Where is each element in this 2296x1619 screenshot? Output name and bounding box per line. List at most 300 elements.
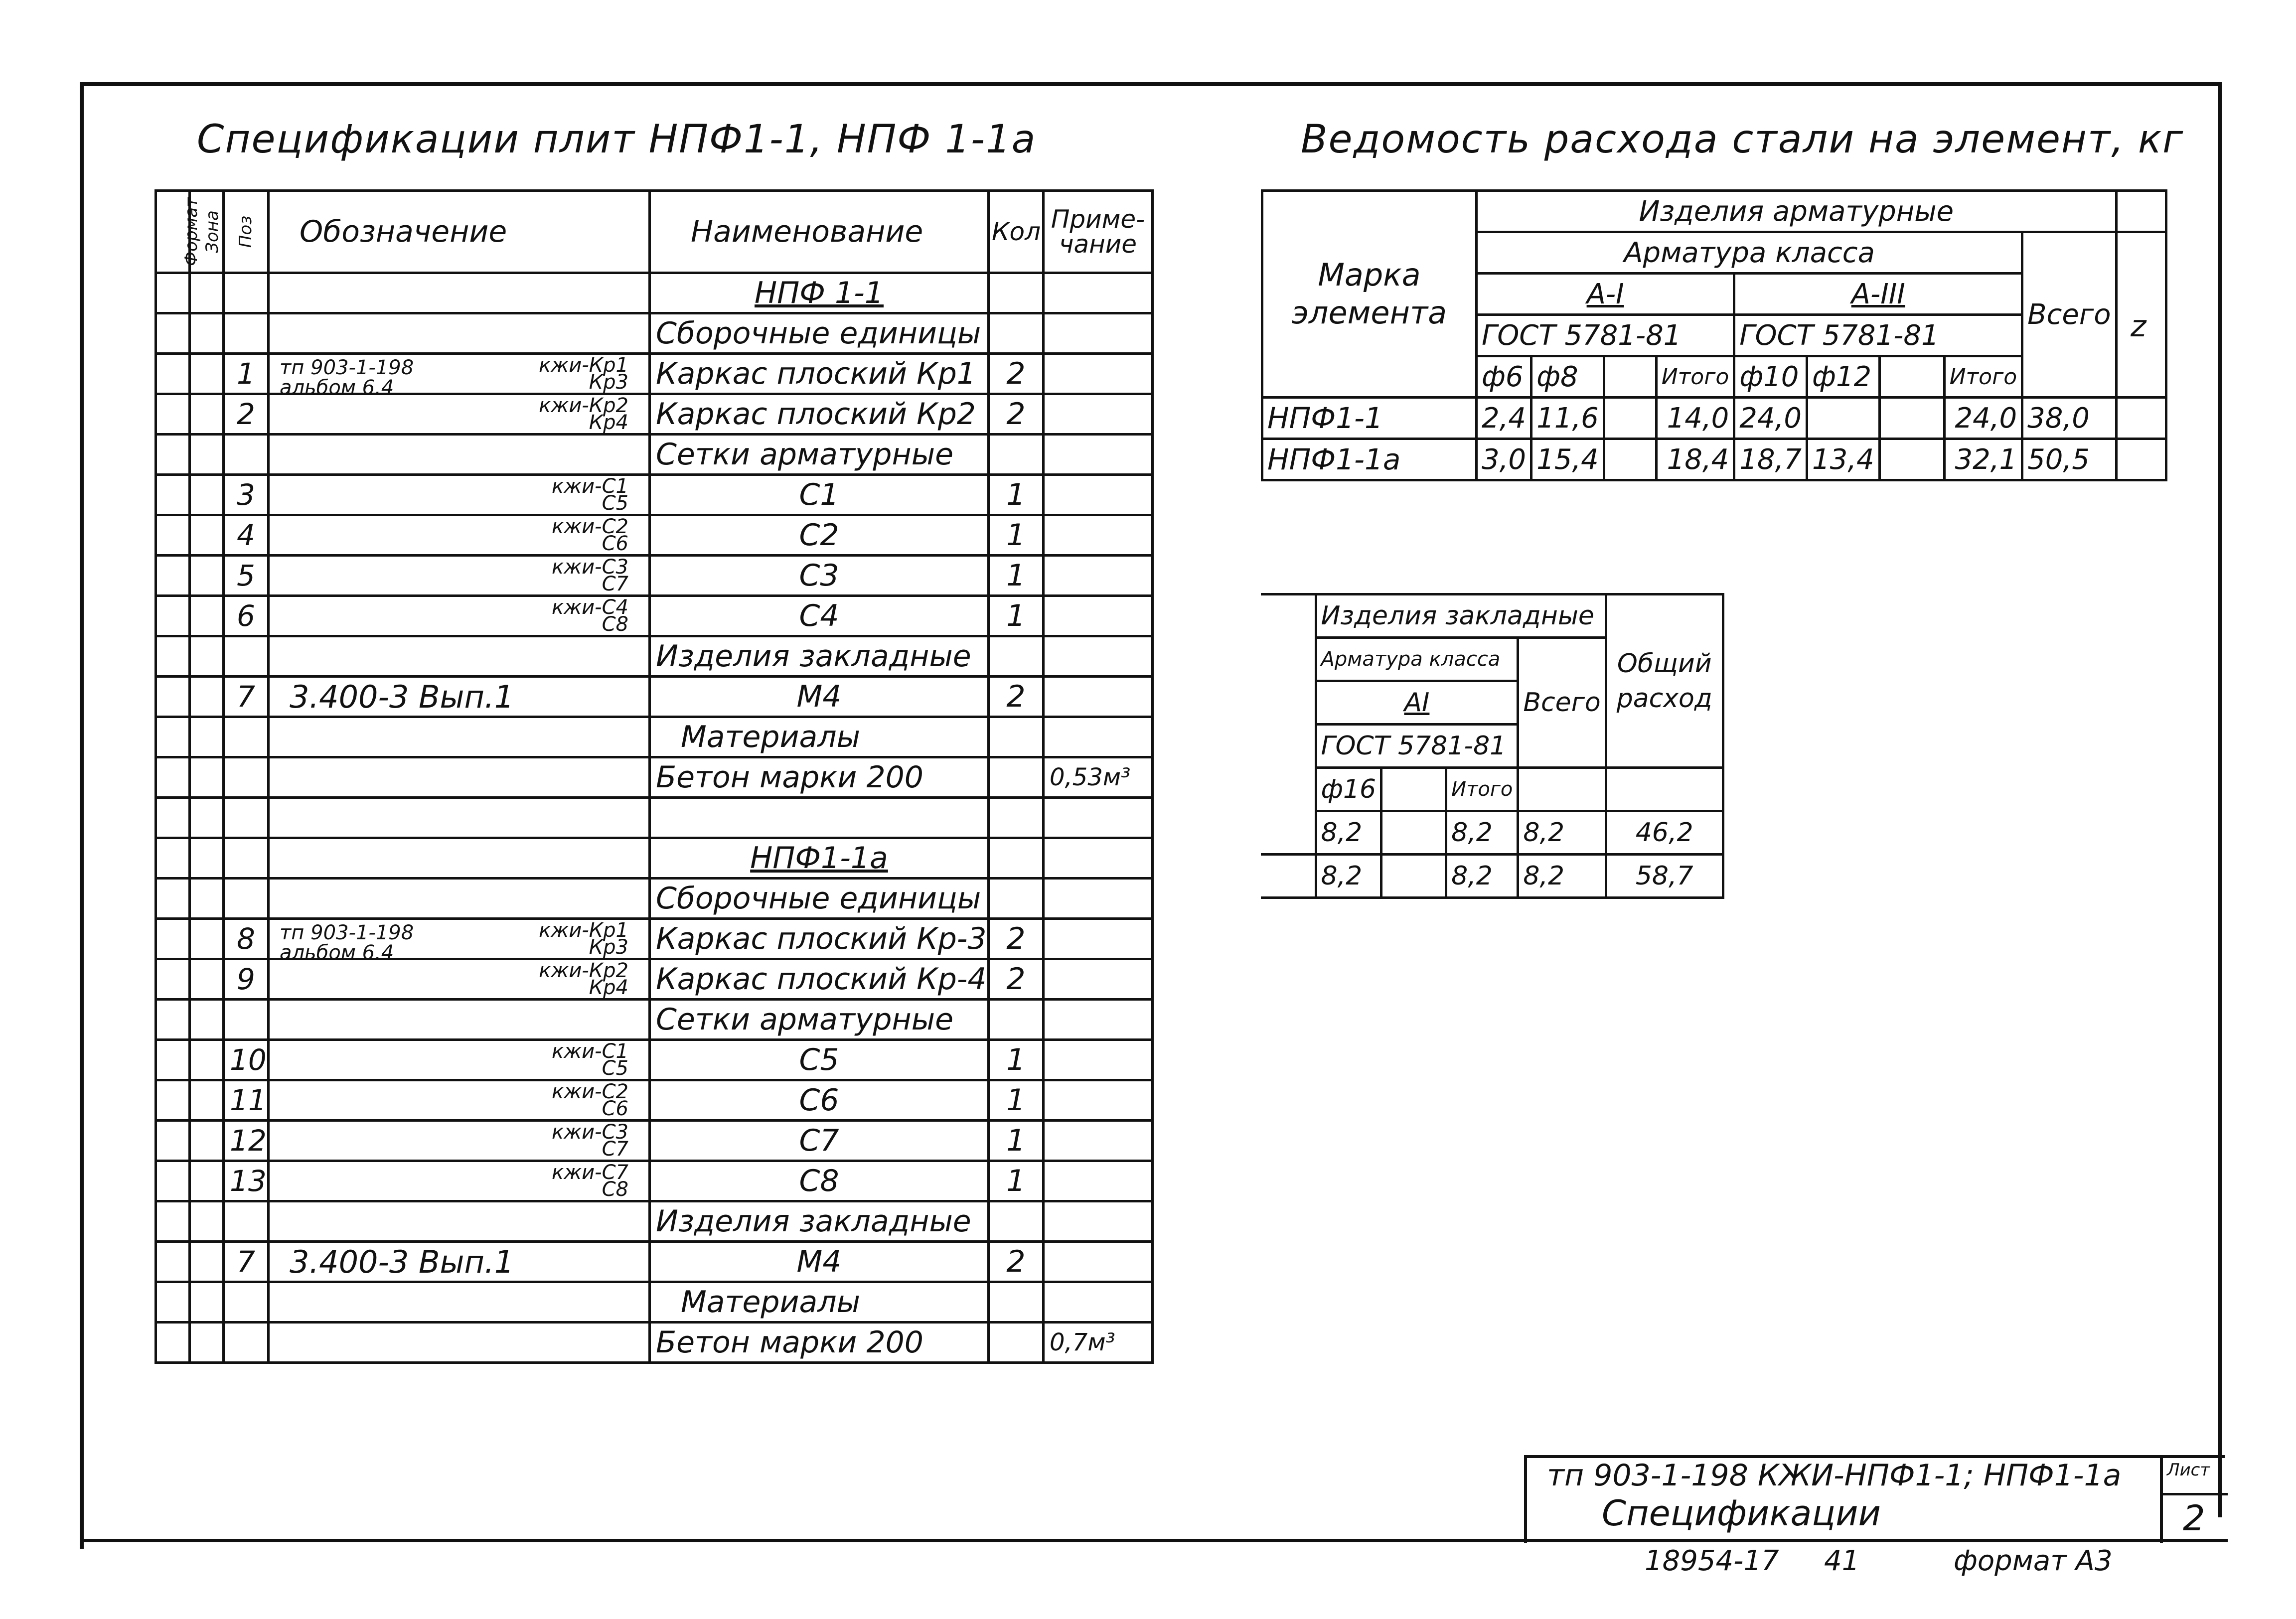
spec-cell-qty: 1 [989, 556, 1044, 596]
spec-cell-designation [269, 1323, 650, 1363]
steel-cell-mark: НПФ1-1 [1262, 398, 1477, 439]
spec-cell-zone [190, 636, 224, 677]
steel-sub-cell: Итого [1944, 356, 2022, 398]
steel-header-mark: Марка элемента [1262, 191, 1477, 398]
spec-cell-format [156, 435, 190, 475]
emb-header-class: АI [1316, 681, 1518, 725]
spec-title: Спецификации плит НПФ1-1, НПФ 1-1а [197, 117, 1037, 162]
emb-header-armature: Арматура класса [1316, 638, 1518, 681]
spec-cell-designation [269, 1242, 650, 1282]
steel-title: Ведомость расхода стали на элемент, кг [1301, 117, 2184, 162]
spec-row [156, 677, 1153, 717]
spec-header-row [156, 191, 1153, 273]
spec-cell-designation [269, 1121, 650, 1161]
spec-cell-name: Материалы [650, 1282, 989, 1323]
spec-cell-name: Каркас плоский Кр1 [650, 354, 989, 394]
spec-cell-format [156, 959, 190, 1000]
spec-cell-pos [224, 1282, 269, 1323]
spec-row [156, 394, 1153, 435]
spec-cell-name: Изделия закладные [650, 1201, 989, 1242]
spec-cell-pos: 6 [224, 596, 269, 636]
spec-cell-format [156, 313, 190, 354]
designation-mark: кжи-С1 С5 [551, 1040, 628, 1080]
steel-header-gost2: ГОСТ 5781-81 [1734, 315, 2022, 356]
spec-cell-name: С6 [650, 1080, 989, 1121]
spec-cell-zone [190, 556, 224, 596]
spec-cell-format [156, 1201, 190, 1242]
steel-cell [1879, 439, 1944, 480]
spec-cell-qty [989, 1282, 1044, 1323]
spec-row [156, 838, 1153, 879]
spec-table [154, 189, 1154, 1364]
steel-cell: 3,0 [1477, 439, 1531, 480]
spec-cell-qty: 2 [989, 959, 1044, 1000]
spec-cell-qty: 2 [989, 354, 1044, 394]
spec-cell-note [1044, 1161, 1153, 1201]
spec-cell-name: Сборочные единицы [650, 879, 989, 919]
emb-cell-common: 58,7 [1606, 855, 1723, 898]
spec-row [156, 1040, 1153, 1080]
spec-cell-note [1044, 919, 1153, 959]
spec-cell-zone [190, 1282, 224, 1323]
spec-cell-format [156, 838, 190, 879]
steel-table [1261, 189, 2167, 481]
emb-cell-total: 8,2 [1518, 855, 1606, 898]
steel-cell-blank [2116, 439, 2166, 480]
spec-cell-pos: 12 [224, 1121, 269, 1161]
header-format: Формат [156, 191, 190, 273]
steel-cell: 2,4 [1477, 398, 1531, 439]
emb-header-gost: ГОСТ 5781-81 [1316, 725, 1518, 768]
spec-cell-format [156, 354, 190, 394]
spec-cell-zone [190, 596, 224, 636]
steel-header-gost1: ГОСТ 5781-81 [1477, 315, 1734, 356]
spec-cell-zone [190, 1201, 224, 1242]
spec-cell-designation [269, 1040, 650, 1080]
emb-cell-total: 8,2 [1518, 811, 1606, 855]
spec-cell-pos: 7 [224, 1242, 269, 1282]
spec-cell-qty: 1 [989, 1080, 1044, 1121]
steel-cell [1879, 398, 1944, 439]
emb-sub-blank [1518, 768, 1606, 811]
designation-mark: кжи-С1 С5 [551, 475, 628, 515]
steel-cell: 24,0 [1734, 398, 1807, 439]
spec-row [156, 475, 1153, 515]
emb-header-common: Общий расход [1606, 594, 1723, 768]
spec-cell-name: Каркас плоский Кр-4 [650, 959, 989, 1000]
spec-cell-designation [269, 1161, 650, 1201]
spec-row [156, 313, 1153, 354]
sheet-box [2160, 1458, 2228, 1543]
header-note: Приме-чание [1044, 191, 1153, 273]
spec-cell-format [156, 879, 190, 919]
spec-cell-format [156, 515, 190, 556]
spec-cell-pos [224, 435, 269, 475]
designation-ref: тп 903-1-198 альбом 6.4 [280, 921, 414, 964]
steel-cell: 18,7 [1734, 439, 1807, 480]
steel-header-a1: А-I [1477, 274, 1734, 315]
spec-cell-qty: 2 [989, 1242, 1044, 1282]
spec-cell-zone [190, 475, 224, 515]
spec-cell-note: 0,53м³ [1044, 757, 1153, 798]
spec-row [156, 1000, 1153, 1040]
steel-row [1262, 398, 2166, 439]
spec-cell-designation [269, 1201, 650, 1242]
designation-mark: кжи-С4 С8 [551, 596, 628, 636]
spec-cell-pos: 2 [224, 394, 269, 435]
steel-cell: 32,1 [1944, 439, 2022, 480]
spec-cell-name: Материалы [650, 717, 989, 757]
spec-cell-note [1044, 596, 1153, 636]
sheet-label: Лист [2167, 1460, 2210, 1480]
emb-cell-common: 46,2 [1606, 811, 1723, 855]
designation-mark: кжи-Кр1 Кр3 [539, 919, 628, 959]
footer-format: формат А3 [1954, 1545, 2113, 1577]
spec-cell-format [156, 1040, 190, 1080]
spec-cell-qty [989, 757, 1044, 798]
footer-page: 41 [1824, 1545, 1860, 1577]
spec-cell-designation [269, 556, 650, 596]
spec-cell-pos [224, 1323, 269, 1363]
spec-cell-designation [269, 636, 650, 677]
spec-cell-designation [269, 475, 650, 515]
spec-cell-note [1044, 1040, 1153, 1080]
spec-cell-name: Каркас плоский Кр-3 [650, 919, 989, 959]
spec-row [156, 919, 1153, 959]
emb-header-total: Всего [1518, 638, 1606, 768]
spec-cell-designation [269, 1282, 650, 1323]
steel-sub-cell [1604, 356, 1656, 398]
designation-text: 3.400-3 Вып.1 [290, 1243, 514, 1280]
spec-cell-note [1044, 838, 1153, 879]
spec-cell-pos [224, 757, 269, 798]
spec-cell-format [156, 394, 190, 435]
steel-header-blank [2116, 191, 2166, 232]
spec-row [156, 1242, 1153, 1282]
frame-right-edge [2218, 82, 2222, 1517]
spec-row [156, 435, 1153, 475]
steel-cell [1604, 398, 1656, 439]
designation-mark: кжи-С2 С6 [551, 515, 628, 555]
spec-cell-name: С4 [650, 596, 989, 636]
document-code: тп 903-1-198 КЖИ-НПФ1-1; НПФ1-1а [1547, 1458, 2122, 1493]
spec-cell-note [1044, 1121, 1153, 1161]
spec-cell-qty: 1 [989, 1121, 1044, 1161]
spec-cell-name: С8 [650, 1161, 989, 1201]
steel-cell-total: 50,5 [2022, 439, 2116, 480]
spec-cell-qty: 2 [989, 677, 1044, 717]
designation-mark: кжи-Кр2 Кр4 [539, 394, 628, 434]
spec-cell-zone [190, 677, 224, 717]
spec-cell-designation [269, 757, 650, 798]
steel-cell: 11,6 [1531, 398, 1604, 439]
spec-cell-qty [989, 1323, 1044, 1363]
spec-cell-zone [190, 273, 224, 313]
spec-cell-note [1044, 1000, 1153, 1040]
spec-cell-qty [989, 273, 1044, 313]
spec-cell-format [156, 1121, 190, 1161]
spec-cell-name: Сетки арматурные [650, 1000, 989, 1040]
spec-cell-format [156, 596, 190, 636]
steel-sub-cell: ф12 [1807, 356, 1879, 398]
spec-cell-zone [190, 313, 224, 354]
spec-cell-designation [269, 677, 650, 717]
spec-cell-designation [269, 596, 650, 636]
header-name: Наименование [650, 191, 989, 273]
emb-subheader-row [1261, 768, 1723, 811]
spec-cell-pos [224, 1201, 269, 1242]
spec-cell-zone [190, 1121, 224, 1161]
spec-cell-name: Каркас плоский Кр2 [650, 394, 989, 435]
spec-cell-qty [989, 435, 1044, 475]
emb-row [1261, 855, 1723, 898]
emb-header-products: Изделия закладные [1316, 594, 1606, 638]
spec-row [156, 1080, 1153, 1121]
spec-cell-qty: 1 [989, 1161, 1044, 1201]
spec-cell-format [156, 475, 190, 515]
spec-cell-note [1044, 1080, 1153, 1121]
spec-cell-qty: 2 [989, 919, 1044, 959]
spec-cell-zone [190, 959, 224, 1000]
spec-cell-name: М4 [650, 677, 989, 717]
spec-cell-qty: 1 [989, 475, 1044, 515]
designation-text: 3.400-3 Вып.1 [290, 678, 514, 715]
steel-sub-cell: Итого [1656, 356, 1734, 398]
designation-mark: кжи-Кр2 Кр4 [539, 959, 628, 999]
spec-cell-zone [190, 919, 224, 959]
steel-header-total: Всего [2022, 232, 2116, 398]
spec-cell-qty [989, 1201, 1044, 1242]
spec-cell-format [156, 1282, 190, 1323]
spec-cell-designation [269, 919, 650, 964]
steel-header-products: Изделия арматурные [1477, 191, 2117, 232]
spec-cell-name: М4 [650, 1242, 989, 1282]
spec-row [156, 1161, 1153, 1201]
spec-cell-zone [190, 838, 224, 879]
spec-cell-note [1044, 556, 1153, 596]
spec-cell-pos [224, 717, 269, 757]
header-zone: Зона [190, 191, 224, 273]
embedded-table [1261, 593, 1724, 899]
spec-cell-pos [224, 1000, 269, 1040]
spec-cell-pos: 7 [224, 677, 269, 717]
steel-sub-cell: ф6 [1477, 356, 1531, 398]
spec-row [156, 1282, 1153, 1323]
spec-row [156, 757, 1153, 798]
spec-cell-designation [269, 1080, 650, 1121]
emb-sub-cell [1381, 768, 1446, 811]
steel-sub-cell: ф8 [1531, 356, 1604, 398]
steel-cell: 24,0 [1944, 398, 2022, 439]
spec-cell-pos: 9 [224, 959, 269, 1000]
spec-cell-note [1044, 354, 1153, 394]
steel-side-mark: z [2131, 309, 2146, 344]
document-subtitle: Спецификации [1602, 1493, 1881, 1534]
steel-cell: 14,0 [1656, 398, 1734, 439]
spec-cell-pos: 1 [224, 354, 269, 394]
spec-row [156, 798, 1153, 838]
title-block [1524, 1455, 2225, 1543]
emb-cell [1381, 855, 1446, 898]
spec-cell-pos: 3 [224, 475, 269, 515]
spec-cell-pos: 4 [224, 515, 269, 556]
header-designation: Обозначение [269, 191, 650, 273]
spec-cell-name: Сборочные единицы [650, 313, 989, 354]
steel-cell: 15,4 [1531, 439, 1604, 480]
emb-cell: 8,2 [1446, 811, 1518, 855]
designation-mark: кжи-С3 С7 [551, 556, 628, 595]
spec-cell-format [156, 273, 190, 313]
spec-cell-zone [190, 1040, 224, 1080]
spec-cell-note [1044, 636, 1153, 677]
spec-cell-pos [224, 636, 269, 677]
spec-cell-zone [190, 1161, 224, 1201]
spec-cell-zone [190, 757, 224, 798]
spec-cell-name: Бетон марки 200 [650, 757, 989, 798]
spec-cell-zone [190, 1080, 224, 1121]
sheet-number: 2 [2183, 1498, 2205, 1539]
header-qty: Кол [989, 191, 1044, 273]
spec-row [156, 596, 1153, 636]
spec-cell-note [1044, 1282, 1153, 1323]
spec-row [156, 959, 1153, 1000]
spec-cell-note [1044, 879, 1153, 919]
spec-cell-note [1044, 394, 1153, 435]
spec-cell-designation [269, 717, 650, 757]
spec-cell-pos: 13 [224, 1161, 269, 1201]
spec-cell-designation [269, 435, 650, 475]
emb-left-blank [1261, 594, 1316, 855]
steel-sub-cell [1879, 356, 1944, 398]
spec-cell-note [1044, 515, 1153, 556]
spec-cell-format [156, 757, 190, 798]
spec-row [156, 556, 1153, 596]
spec-cell-qty: 2 [989, 394, 1044, 435]
spec-cell-name: С3 [650, 556, 989, 596]
steel-cell: 13,4 [1807, 439, 1879, 480]
spec-cell-note [1044, 435, 1153, 475]
steel-row [1262, 439, 2166, 480]
spec-cell-name: С5 [650, 1040, 989, 1080]
spec-cell-note [1044, 959, 1153, 1000]
spec-cell-designation [269, 394, 650, 435]
spec-row [156, 1121, 1153, 1161]
spec-cell-format [156, 1000, 190, 1040]
steel-cell-mark: НПФ1-1а [1262, 439, 1477, 480]
emb-sub-blank [1606, 768, 1723, 811]
spec-cell-zone [190, 1323, 224, 1363]
spec-cell-name: Бетон марки 200 [650, 1323, 989, 1363]
designation-mark: кжи-С7 С8 [551, 1161, 628, 1201]
designation-mark: кжи-Кр1 Кр3 [539, 354, 628, 394]
spec-cell-format [156, 717, 190, 757]
spec-cell-zone [190, 1000, 224, 1040]
designation-mark: кжи-С3 С7 [551, 1121, 628, 1161]
spec-cell-zone [190, 717, 224, 757]
spec-cell-note [1044, 677, 1153, 717]
emb-cell: 8,2 [1316, 855, 1381, 898]
spec-cell-zone [190, 394, 224, 435]
emb-sub-cell: Итого [1446, 768, 1518, 811]
steel-header-a3: А-III [1734, 274, 2022, 315]
spec-row [156, 1323, 1153, 1363]
spec-cell-designation [269, 879, 650, 919]
spec-cell-qty [989, 636, 1044, 677]
spec-cell-zone [190, 435, 224, 475]
spec-cell-zone [190, 879, 224, 919]
spec-cell-format [156, 1242, 190, 1282]
spec-cell-name: С2 [650, 515, 989, 556]
spec-cell-note [1044, 798, 1153, 838]
spec-cell-designation [269, 273, 650, 313]
header-pos: Поз [224, 191, 269, 273]
spec-cell-pos [224, 879, 269, 919]
spec-cell-format [156, 919, 190, 959]
spec-row [156, 879, 1153, 919]
spec-cell-zone [190, 798, 224, 838]
spec-cell-pos: 5 [224, 556, 269, 596]
spec-cell-designation [269, 798, 650, 838]
spec-row [156, 1201, 1153, 1242]
spec-cell-format [156, 1161, 190, 1201]
spec-cell-pos [224, 313, 269, 354]
spec-cell-qty [989, 838, 1044, 879]
spec-row [156, 515, 1153, 556]
steel-cell [1807, 398, 1879, 439]
designation-mark: кжи-С2 С6 [551, 1080, 628, 1120]
sheet-divider [2163, 1493, 2228, 1495]
spec-cell-pos [224, 798, 269, 838]
spec-row [156, 636, 1153, 677]
spec-cell-pos [224, 838, 269, 879]
spec-cell-name: НПФ 1-1 [650, 273, 989, 313]
spec-cell-name: С7 [650, 1121, 989, 1161]
spec-cell-designation [269, 1000, 650, 1040]
emb-sub-cell: ф16 [1316, 768, 1381, 811]
emb-cell [1381, 811, 1446, 855]
spec-cell-pos: 8 [224, 919, 269, 959]
spec-cell-zone [190, 1242, 224, 1282]
spec-cell-qty [989, 1000, 1044, 1040]
spec-cell-qty: 1 [989, 596, 1044, 636]
spec-cell-name [650, 798, 989, 838]
spec-cell-qty [989, 717, 1044, 757]
spec-cell-qty [989, 798, 1044, 838]
spec-cell-pos [224, 273, 269, 313]
emb-left-blank [1261, 855, 1316, 898]
spec-row [156, 273, 1153, 313]
emb-cell: 8,2 [1316, 811, 1381, 855]
spec-row [156, 717, 1153, 757]
spec-cell-note [1044, 1201, 1153, 1242]
designation-ref: тп 903-1-198 альбом 6.4 [280, 356, 414, 399]
spec-cell-qty: 1 [989, 515, 1044, 556]
steel-cell-total: 38,0 [2022, 398, 2116, 439]
spec-cell-designation [269, 515, 650, 556]
spec-cell-pos: 10 [224, 1040, 269, 1080]
spec-cell-format [156, 1080, 190, 1121]
steel-header-armature: Арматура класса [1477, 232, 2022, 274]
spec-cell-name: НПФ1-1а [650, 838, 989, 879]
spec-cell-zone [190, 354, 224, 394]
spec-cell-format [156, 556, 190, 596]
steel-sub-cell: ф10 [1734, 356, 1807, 398]
spec-cell-name: Сетки арматурные [650, 435, 989, 475]
spec-cell-pos: 11 [224, 1080, 269, 1121]
emb-cell: 8,2 [1446, 855, 1518, 898]
spec-cell-qty [989, 879, 1044, 919]
spec-cell-designation [269, 838, 650, 879]
